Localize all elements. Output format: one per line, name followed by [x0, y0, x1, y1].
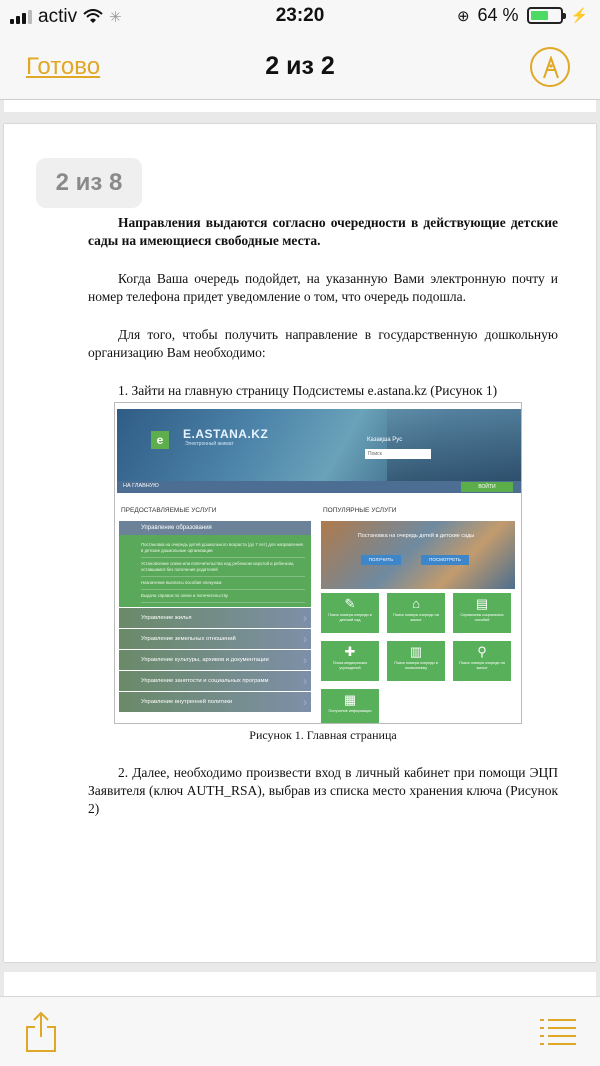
done-button[interactable]: Готово: [26, 53, 101, 80]
site-header: [117, 409, 521, 487]
rotation-lock-icon: ⊕: [456, 7, 470, 25]
paragraph: 2. Далее, необходимо произвести вход в личный кабинет при помощи ЭЦП Заявителя (ключ AUTH_RSA), выбрав из списка место хранения ключа (Рисунок 2): [88, 765, 558, 816]
services-sublist: [119, 535, 311, 607]
list-item: 1. Зайти на главную страницу Подсистемы e.astana.kz (Рисунок 1): [118, 383, 498, 398]
tile-icon: ▥: [409, 644, 423, 659]
clock: 23:20: [275, 5, 325, 26]
services-item: Управление земельных отношений ›: [119, 629, 311, 649]
services-item: Управление жилья ›: [119, 608, 311, 628]
popular-banner: [321, 521, 515, 589]
document-text: [88, 214, 558, 400]
site-logo: E.ASTANA.KZ: [183, 427, 269, 441]
popular-caption: Постановка на очередь детей в детские сады: [357, 533, 475, 539]
services-item: Управление занятости и социальных программ ›: [119, 671, 311, 691]
service-tile: ✎ Поиск номера очереди в детский сад: [321, 593, 379, 633]
site-navbar: [117, 481, 521, 493]
bottom-toolbar: [0, 996, 600, 1066]
navigation-bar: [0, 34, 600, 100]
popular-get-button: ПОЛУЧИТЬ: [361, 555, 401, 565]
paragraph: Направления выдаются согласно очередности в действующие детские сады на имеющиеся свободные места.: [88, 215, 558, 248]
next-page: [4, 972, 596, 996]
paragraph: Для того, чтобы получить направление в государственную дошкольную организацию Вам необходимо:: [88, 327, 558, 360]
services-list: [119, 521, 311, 712]
popular-title: ПОПУЛЯРНЫЕ УСЛУГИ: [323, 507, 397, 514]
site-logo-subtitle: Электронный акимат: [185, 441, 234, 447]
status-bar: [0, 0, 600, 34]
services-item: Управление внутренней политики ›: [119, 692, 311, 712]
popular-view-button: ПОСМОТРЕТЬ: [421, 555, 469, 565]
charging-icon: ⚡: [570, 7, 588, 23]
document-page: [4, 124, 596, 962]
battery-icon: [527, 7, 563, 24]
site-login-button: ВОЙТИ: [461, 482, 513, 492]
list-icon: [540, 1017, 576, 1045]
services-subitem: Выдача справок по опеке и попечительству: [141, 590, 305, 603]
tile-icon: ▦: [343, 692, 357, 707]
tile-icon: ✎: [344, 596, 356, 611]
battery-percent: 64 %: [477, 5, 519, 25]
services-title: ПРЕДОСТАВЛЯЕМЫЕ УСЛУГИ: [121, 507, 217, 514]
previous-page: [4, 100, 596, 112]
share-icon: [24, 1011, 58, 1053]
carrier-label: activ: [38, 6, 78, 27]
service-tile: ✚ Поиск медицинских учреждений: [321, 641, 379, 681]
tile-icon: ⌂: [412, 596, 420, 611]
figure-caption: Рисунок 1. Главная страница: [249, 728, 397, 742]
service-tile: ▥ Поиск номера очереди в поликлинику: [387, 641, 445, 681]
markup-button[interactable]: [530, 47, 570, 87]
share-button[interactable]: [24, 1011, 58, 1058]
service-tile: ⚲ Поиск номера очереди на жилье: [453, 641, 511, 681]
site-home-link: НА ГЛАВНУЮ: [123, 483, 159, 489]
services-subitem: Назначение выплаты пособия опекунам: [141, 577, 305, 590]
paragraph: Когда Ваша очередь подойдет, на указанную Вами электронную почту и номер телефона придет уведомление о том, что очередь подошла.: [88, 271, 558, 304]
services-item: Управление культуры, архивов и документации ›: [119, 650, 311, 670]
activity-spinner-icon: ✳: [109, 9, 122, 26]
figure-screenshot: [114, 402, 522, 724]
tile-icon: ⚲: [477, 644, 487, 659]
service-tile: ⌂ Поиск номера очереди на жилье: [387, 593, 445, 633]
services-subitem: Установление опеки или попечительства над ребенком-сиротой и ребенком, оставшимся без попечения родителей: [141, 558, 305, 577]
tile-icon: ▤: [475, 596, 489, 611]
page-title: 2 из 2: [265, 52, 335, 80]
site-logo-icon: e: [151, 431, 169, 449]
services-open-head: Управление образования: [119, 521, 311, 535]
pen-tip-icon: [540, 56, 562, 80]
site-search: Поиск: [365, 449, 431, 459]
service-tile: ▤ Справочник социальных пособий: [453, 593, 511, 633]
outline-list-button[interactable]: [540, 1017, 576, 1050]
page-indicator: 2 из 8: [36, 158, 142, 208]
document-viewer[interactable]: [0, 100, 600, 996]
service-tile: ▦ Получение информации: [321, 689, 379, 724]
language-switch: Казақша Рус: [367, 437, 403, 443]
services-subitem: Постановка на очередь детей дошкольного возраста (до 7 лет) для направления в детские дошкольные организации: [141, 539, 305, 558]
tile-icon: ✚: [344, 644, 356, 659]
